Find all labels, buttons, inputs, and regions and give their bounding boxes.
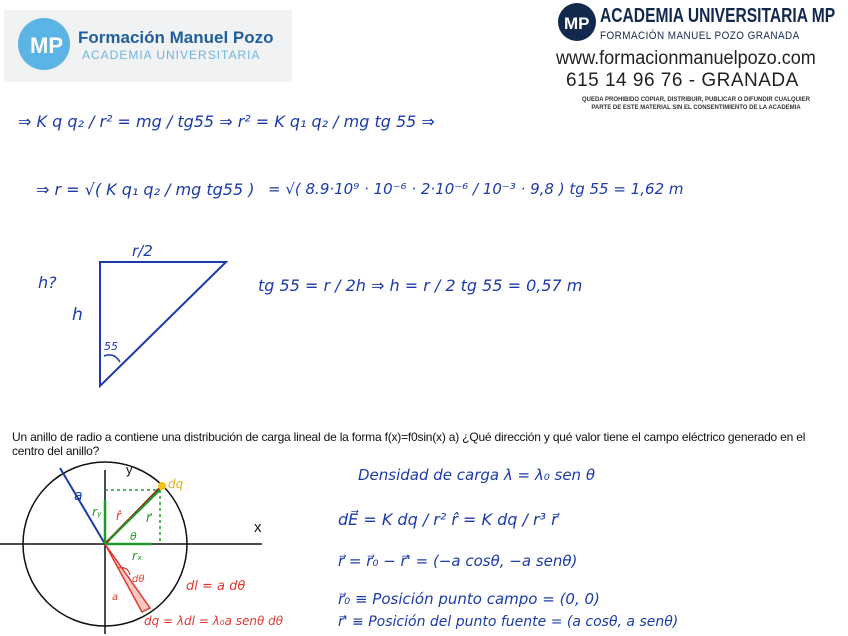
website-link[interactable]: www.formacionmanuelpozo.com (556, 48, 816, 69)
phone-number: 615 14 96 76 - GRANADA (566, 70, 799, 91)
r-equation: r⃗ = r⃗₀ − r⃗' = (−a cosθ, −a senθ) (338, 552, 578, 570)
r0-equation: r⃗₀ ≡ Posición punto campo = (0, 0) (338, 590, 600, 608)
theta-label: θ (130, 530, 137, 543)
legal-line-2: PARTE DE ESTE MATERIAL SIN EL CONSENTIMIENTO DE LA ACADEMIA (591, 105, 801, 111)
rprime-equation: r⃗' ≡ Posición del punto fuente = (a cosθ, a senθ) (338, 614, 679, 630)
dq-point-icon (158, 482, 166, 490)
solution-line-1: ⇒ K q q₂ / r² = mg / tg55 ⇒ r² = K q₁ q₂ / mg tg 55 ⇒ (18, 112, 435, 131)
r-vec-label: r⃗ (146, 511, 151, 525)
dq-equation: dq = λdl = λ₀a senθ dθ (144, 614, 284, 628)
r-hat-label: r̂ (116, 509, 121, 523)
left-logo-subtitle: ACADEMIA UNIVERSITARIA (82, 48, 261, 62)
right-logo-title: ACADEMIA UNIVERSITARIA MP (600, 5, 836, 27)
a-small-label: a (112, 592, 119, 603)
y-axis-label: y (126, 462, 133, 477)
right-logo-mark: MP (564, 14, 590, 33)
solution-line-2b: = √( 8.9·10⁹ · 10⁻⁶ · 2·10⁻⁶ / 10⁻³ · 9,8 ) tg 55 = 1,62 m (268, 180, 684, 198)
left-logo-title: Formación Manuel Pozo (78, 28, 274, 47)
triangle-question: h? (38, 273, 57, 292)
problem-statement: Un anillo de radio a contiene una distribución de carga lineal de la forma f(x)=f0sin(x) a) ¿Qué dirección y qué valor tiene el campo eléctrico generado en el centro del anillo? (12, 430, 806, 458)
solution-line-3: tg 55 = r / 2h ⇒ h = r / 2 tg 55 = 0,57 m (258, 276, 583, 295)
legal-line-1: QUEDA PROHIBIDO COPIAR, DISTRIBUIR, PUBLICAR O DIFUNDIR CUALQUIER (581, 97, 811, 103)
dq-label: dq (168, 477, 184, 491)
left-logo-mark: MP (30, 33, 63, 58)
charge-density-line: Densidad de carga λ = λ₀ sen θ (358, 466, 596, 484)
rx-label: rₓ (132, 549, 143, 563)
triangle-angle-label: 55 (104, 340, 118, 353)
right-logo-subtitle: FORMACIÓN MANUEL POZO GRANADA (600, 30, 800, 42)
ry-label: rᵧ (92, 505, 102, 519)
de-equation: dE⃗ = K dq / r² r̂ = K dq / r³ r⃗ (338, 510, 558, 529)
radius-label: a (74, 488, 83, 504)
dtheta-label: dθ (132, 574, 145, 585)
x-axis-label: x (254, 519, 262, 536)
dl-label: dl = a dθ (186, 579, 246, 594)
solution-line-2a: ⇒ r = √( K q₁ q₂ / mg tg55 ) (36, 180, 255, 199)
triangle-side-label: h (72, 305, 83, 325)
triangle-top-label: r/2 (132, 242, 153, 260)
